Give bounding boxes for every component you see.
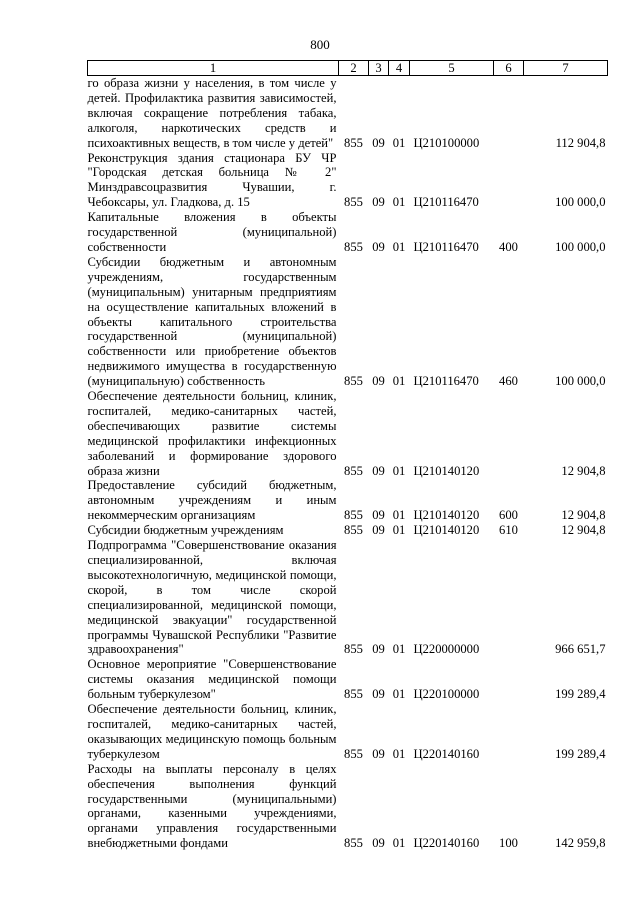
row-amount: 966 651,7: [555, 642, 606, 657]
table-row: [88, 389, 608, 478]
row-ministry-code: 855: [344, 836, 363, 851]
row-ministry-code: 855: [344, 463, 363, 478]
row-section-code: 09: [372, 195, 385, 210]
row-target-article: Ц220140160: [413, 746, 480, 761]
row-amount: 100 000,0: [555, 195, 606, 210]
table-row: [88, 523, 608, 538]
header-amount: 7: [524, 61, 608, 76]
table-row: [88, 478, 608, 523]
row-subsection-code: 01: [392, 687, 406, 702]
row-subsection-code: 01: [392, 508, 406, 523]
row-target-article: Ц210140120: [413, 463, 480, 478]
row-subsection-code: 01: [392, 463, 406, 478]
row-expense-type: 600: [499, 508, 518, 523]
row-target-article: Ц220100000: [413, 687, 480, 702]
row-subsection-code: 01: [392, 642, 406, 657]
row-description: Капитальные вложения в объекты государственной (муниципальной) собственности: [87, 210, 337, 254]
row-subsection-code: 01: [392, 239, 406, 254]
row-ministry-code: 855: [344, 508, 363, 523]
row-amount: 12 904,8: [561, 508, 606, 523]
row-subsection-code: 01: [392, 374, 406, 389]
header-section: 3: [369, 61, 389, 76]
header-description: 1: [88, 61, 339, 76]
row-amount: 12 904,8: [561, 463, 606, 478]
table-row: [88, 538, 608, 657]
table-row: [88, 210, 608, 255]
row-target-article: Ц210116470: [413, 374, 479, 389]
row-target-article: Ц220140160: [413, 836, 480, 851]
row-description: Расходы на выплаты персоналу в целях обеспечения выполнения функций государственными (муниципальными) органами, казенными учреждениями, органами управления государственными внебюджетными фондами: [87, 761, 337, 851]
row-section-code: 09: [372, 463, 385, 478]
row-target-article: Ц210100000: [413, 135, 480, 150]
row-ministry-code: 855: [344, 642, 363, 657]
table-row: [88, 151, 608, 211]
row-subsection-code: 01: [392, 523, 406, 538]
table-row: [88, 255, 608, 389]
row-expense-type: [494, 76, 524, 151]
row-ministry-code: 855: [344, 687, 363, 702]
header-row: [88, 61, 608, 76]
row-target-article: Ц210116470: [413, 239, 479, 254]
row-section-code: 09: [372, 239, 385, 254]
header-ministry: 2: [339, 61, 369, 76]
row-description: Основное мероприятие "Совершенствование системы оказания медицинской помощи больным туберкулезом": [87, 657, 337, 702]
row-section-code: 09: [372, 642, 385, 657]
row-subsection-code: 01: [392, 195, 406, 210]
row-expense-type: 400: [499, 239, 518, 254]
row-description: Подпрограмма "Совершенствование оказания специализированной, включая высокотехнологичную, медицинской помощи, скорой, в том числе скорой специализированной, медицинской помощи, медицинской эвакуации" государственной программы Чувашской Республики "Развитие здравоохранения": [87, 538, 337, 657]
row-section-code: 09: [372, 836, 385, 851]
row-expense-type: [494, 538, 524, 657]
row-ministry-code: 855: [344, 239, 363, 254]
row-description: Обеспечение деятельности больниц, клиник, госпиталей, медико-санитарных частей, обеспечивающих развитие системы медицинской профилактики инфекционных заболеваний и формирование здорового образа жизни: [87, 389, 337, 478]
header-target-article: 5: [410, 61, 494, 76]
row-description: Реконструкция здания стационара БУ ЧР "Городская детская больница № 2" Минздравсоцразвития Чувашии, г. Чебоксары, ул. Гладкова, д. 15: [87, 150, 337, 210]
row-amount: 142 959,8: [555, 836, 606, 851]
row-section-code: 09: [372, 374, 385, 389]
row-section-code: 09: [372, 687, 385, 702]
row-ministry-code: 855: [344, 746, 363, 761]
row-amount: 100 000,0: [555, 239, 606, 254]
row-description: го образа жизни у населения, в том числе у детей. Профилактика развития зависимостей, включая сокращение потребления табака, алкоголя, наркотических средств и психоактивных веществ, в том числе у детей": [87, 76, 337, 150]
row-ministry-code: 855: [344, 135, 363, 150]
row-expense-type: 460: [499, 374, 518, 389]
table-row: [88, 76, 608, 151]
page-number: 800: [310, 37, 330, 52]
row-subsection-code: 01: [392, 135, 406, 150]
row-description: Субсидии бюджетным учреждениям: [87, 523, 284, 538]
budget-table: [87, 60, 608, 851]
row-amount: 199 289,4: [555, 746, 606, 761]
row-section-code: 09: [372, 135, 385, 150]
row-amount: 112 904,8: [555, 135, 606, 150]
row-target-article: Ц220000000: [413, 642, 480, 657]
row-expense-type: [494, 702, 524, 762]
row-description: Обеспечение деятельности больниц, клиник, госпиталей, медико-санитарных частей, оказывающих медицинскую помощь больным туберкулезом: [87, 702, 337, 761]
row-target-article: Ц210140120: [413, 508, 480, 523]
table-row: [88, 762, 608, 851]
row-expense-type: 100: [499, 836, 518, 851]
header-expense-type: 6: [494, 61, 524, 76]
row-expense-type: 610: [499, 523, 518, 538]
row-amount: 199 289,4: [555, 687, 606, 702]
table-row: [88, 702, 608, 762]
row-target-article: Ц210140120: [413, 523, 480, 538]
row-amount: 12 904,8: [561, 523, 606, 538]
row-ministry-code: 855: [344, 374, 363, 389]
row-subsection-code: 01: [392, 746, 406, 761]
row-expense-type: [494, 389, 524, 478]
row-description: Субсидии бюджетным и автономным учреждениям, государственным (муниципальным) унитарным предприятиям на осуществление капитальных вложений в объекты капитального строительства государственной (муниципальной) собственности или приобретение объектов недвижимого имущества в государственную (муниципальную) собственность: [87, 254, 337, 389]
row-target-article: Ц210116470: [413, 195, 479, 210]
row-expense-type: [494, 657, 524, 702]
row-section-code: 09: [372, 523, 385, 538]
row-ministry-code: 855: [344, 523, 363, 538]
row-section-code: 09: [372, 508, 385, 523]
row-description: Предоставление субсидий бюджетным, автономным учреждениям и иным некоммерческим организациям: [87, 478, 337, 523]
table-row: [88, 657, 608, 702]
row-expense-type: [494, 151, 524, 211]
header-subsection: 4: [389, 61, 410, 76]
row-ministry-code: 855: [344, 195, 363, 210]
row-subsection-code: 01: [392, 836, 406, 851]
row-section-code: 09: [372, 746, 385, 761]
row-amount: 100 000,0: [555, 374, 606, 389]
